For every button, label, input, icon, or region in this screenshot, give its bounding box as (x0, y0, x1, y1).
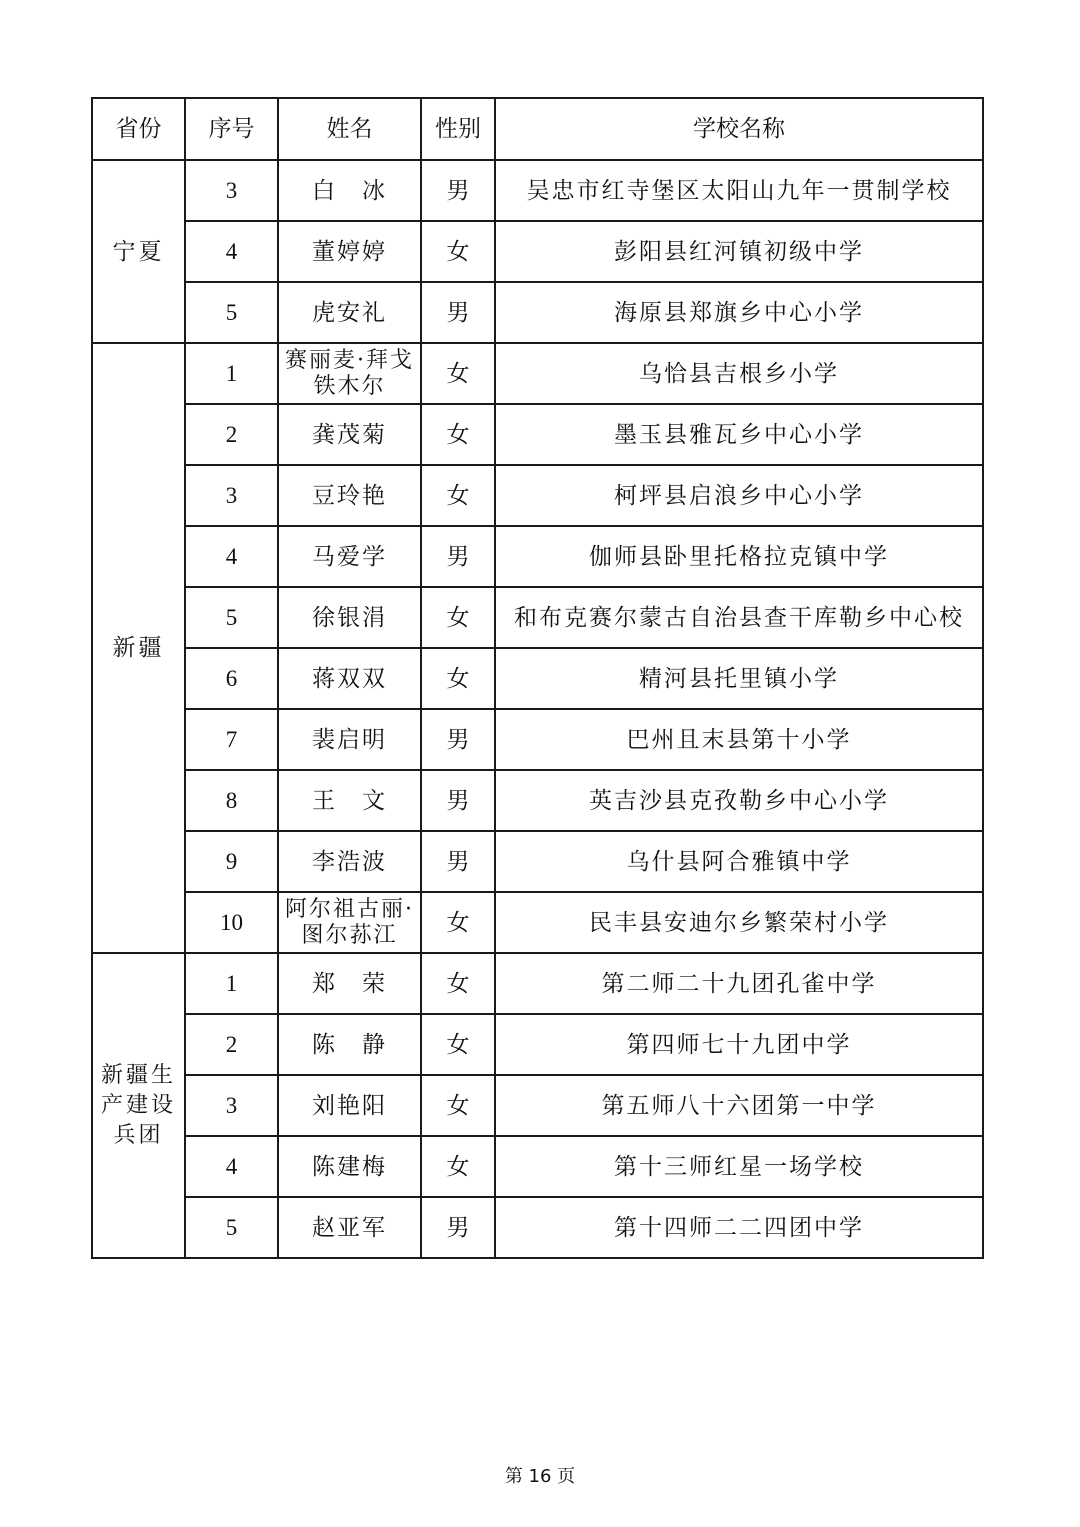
seq-cell: 1 (185, 953, 278, 1014)
name-cell: 陈 静 (278, 1014, 421, 1075)
table-row (92, 282, 983, 343)
table-row (92, 465, 983, 526)
school-cell: 乌什县阿合雅镇中学 (495, 831, 983, 892)
header-school: 学校名称 (495, 98, 983, 160)
name-cell: 阿尔祖古丽·图尔荪江 (278, 892, 421, 953)
header-seq: 序号 (185, 98, 278, 160)
table-row (92, 770, 983, 831)
seq-cell: 4 (185, 1136, 278, 1197)
seq-cell: 5 (185, 282, 278, 343)
gender-cell: 男 (421, 709, 495, 770)
roster-table (91, 97, 984, 1259)
table-row (92, 1136, 983, 1197)
gender-cell: 男 (421, 160, 495, 221)
name-cell: 白 冰 (278, 160, 421, 221)
name-cell: 豆玲艳 (278, 465, 421, 526)
header-province: 省份 (92, 98, 185, 160)
seq-cell: 2 (185, 404, 278, 465)
page-number: 第 16 页 (504, 1466, 576, 1487)
seq-cell: 8 (185, 770, 278, 831)
gender-cell: 女 (421, 1075, 495, 1136)
school-cell: 第五师八十六团第一中学 (495, 1075, 983, 1136)
table-row (92, 1014, 983, 1075)
school-cell: 巴州且末县第十小学 (495, 709, 983, 770)
gender-cell: 男 (421, 526, 495, 587)
gender-cell: 女 (421, 953, 495, 1014)
table-row (92, 343, 983, 404)
table-row (92, 526, 983, 587)
name-cell: 蒋双双 (278, 648, 421, 709)
name-cell: 徐银涓 (278, 587, 421, 648)
table-row (92, 892, 983, 953)
school-cell: 柯坪县启浪乡中心小学 (495, 465, 983, 526)
name-cell: 虎安礼 (278, 282, 421, 343)
header-gender: 性别 (421, 98, 495, 160)
gender-cell: 男 (421, 770, 495, 831)
header-name: 姓名 (278, 98, 421, 160)
seq-cell: 5 (185, 1197, 278, 1258)
gender-cell: 男 (421, 831, 495, 892)
school-cell: 第四师七十九团中学 (495, 1014, 983, 1075)
name-cell: 龚茂菊 (278, 404, 421, 465)
name-cell: 董婷婷 (278, 221, 421, 282)
table-row (92, 831, 983, 892)
seq-cell: 10 (185, 892, 278, 953)
seq-cell: 5 (185, 587, 278, 648)
name-cell: 马爱学 (278, 526, 421, 587)
table-row (92, 1075, 983, 1136)
table-row (92, 404, 983, 465)
school-cell: 彭阳县红河镇初级中学 (495, 221, 983, 282)
table-row (92, 221, 983, 282)
table-row (92, 648, 983, 709)
seq-cell: 1 (185, 343, 278, 404)
gender-cell: 男 (421, 282, 495, 343)
gender-cell: 女 (421, 221, 495, 282)
school-cell: 和布克赛尔蒙古自治县查干库勒乡中心校 (495, 587, 983, 648)
gender-cell: 女 (421, 587, 495, 648)
gender-cell: 女 (421, 1014, 495, 1075)
seq-cell: 9 (185, 831, 278, 892)
school-cell: 英吉沙县克孜勒乡中心小学 (495, 770, 983, 831)
province-cell: 宁夏 (92, 160, 185, 343)
school-cell: 第十三师红星一场学校 (495, 1136, 983, 1197)
table-row (92, 160, 983, 221)
school-cell: 乌恰县吉根乡小学 (495, 343, 983, 404)
gender-cell: 女 (421, 343, 495, 404)
name-cell: 陈建梅 (278, 1136, 421, 1197)
gender-cell: 男 (421, 1197, 495, 1258)
table-row (92, 1197, 983, 1258)
school-cell: 第十四师二二四团中学 (495, 1197, 983, 1258)
name-cell: 郑 荣 (278, 953, 421, 1014)
gender-cell: 女 (421, 1136, 495, 1197)
school-cell: 第二师二十九团孔雀中学 (495, 953, 983, 1014)
gender-cell: 女 (421, 648, 495, 709)
seq-cell: 6 (185, 648, 278, 709)
name-cell: 刘艳阳 (278, 1075, 421, 1136)
seq-cell: 7 (185, 709, 278, 770)
seq-cell: 3 (185, 1075, 278, 1136)
gender-cell: 女 (421, 465, 495, 526)
seq-cell: 4 (185, 526, 278, 587)
seq-cell: 2 (185, 1014, 278, 1075)
table-row (92, 953, 983, 1014)
name-cell: 赵亚军 (278, 1197, 421, 1258)
table-row (92, 709, 983, 770)
header-row (92, 98, 983, 160)
school-cell: 民丰县安迪尔乡繁荣村小学 (495, 892, 983, 953)
school-cell: 墨玉县雅瓦乡中心小学 (495, 404, 983, 465)
gender-cell: 女 (421, 892, 495, 953)
name-cell: 王 文 (278, 770, 421, 831)
province-cell: 新疆生产建设兵团 (92, 953, 185, 1258)
seq-cell: 4 (185, 221, 278, 282)
gender-cell: 女 (421, 404, 495, 465)
seq-cell: 3 (185, 160, 278, 221)
name-cell: 裴启明 (278, 709, 421, 770)
table-row (92, 587, 983, 648)
province-cell: 新疆 (92, 343, 185, 953)
school-cell: 伽师县卧里托格拉克镇中学 (495, 526, 983, 587)
name-cell: 李浩波 (278, 831, 421, 892)
name-cell: 赛丽麦·拜戈铁木尔 (278, 343, 421, 404)
school-cell: 精河县托里镇小学 (495, 648, 983, 709)
seq-cell: 3 (185, 465, 278, 526)
school-cell: 海原县郑旗乡中心小学 (495, 282, 983, 343)
school-cell: 吴忠市红寺堡区太阳山九年一贯制学校 (495, 160, 983, 221)
